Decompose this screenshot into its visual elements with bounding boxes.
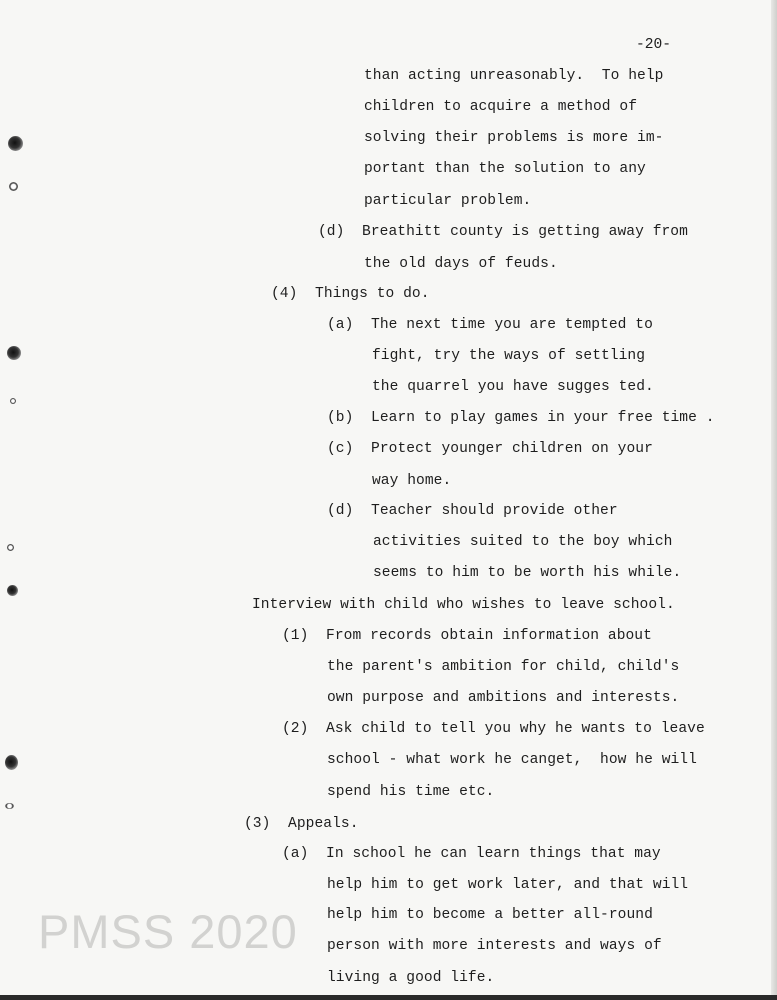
text-line: seems to him to be worth his while.: [373, 565, 682, 581]
watermark: PMSS 2020: [38, 905, 298, 958]
list-item-a: (a) In school he can learn things that may: [282, 846, 661, 862]
punch-hole: [5, 755, 18, 770]
list-item-1: (1) From records obtain information about: [282, 628, 652, 644]
text-line: spend his time etc.: [327, 784, 495, 800]
text-line: school - what work he canget, how he will: [327, 752, 697, 768]
list-item-b: (b) Learn to play games in your free time .: [327, 410, 715, 426]
text-line: living a good life.: [327, 970, 495, 986]
list-item-c: (c) Protect younger children on your: [327, 441, 653, 457]
section-heading: Interview with child who wishes to leave school.: [252, 597, 675, 613]
text-line: help him to become a better all-round: [327, 907, 653, 923]
text-line: person with more interests and ways of: [327, 938, 662, 954]
punch-hole: [5, 803, 14, 809]
page-edge: [771, 0, 777, 1000]
list-item-2: (2) Ask child to tell you why he wants to leave: [282, 721, 705, 737]
text-line: children to acquire a method of: [364, 99, 638, 115]
text-line: fight, try the ways of settling: [372, 348, 646, 364]
punch-hole: [7, 346, 21, 360]
text-line: help him to get work later, and that will: [327, 877, 689, 893]
punch-hole: [8, 136, 23, 151]
page-bottom-edge: [0, 995, 777, 1000]
list-item-a: (a) The next time you are tempted to: [327, 317, 653, 333]
text-line: the quarrel you have sugges ted.: [372, 379, 654, 395]
text-line: way home.: [372, 473, 452, 489]
list-item-d: (d) Teacher should provide other: [327, 503, 618, 519]
text-line: own purpose and ambitions and interests.: [327, 690, 680, 706]
punch-hole: [7, 585, 18, 596]
list-item-3: (3) Appeals.: [244, 816, 359, 832]
list-item-d: (d) Breathitt county is getting away from: [318, 224, 688, 240]
page-number: -20-: [636, 37, 672, 53]
punch-hole: [9, 182, 18, 191]
text-line: particular problem.: [364, 193, 532, 209]
punch-hole: [7, 544, 14, 551]
text-line: than acting unreasonably. To help: [364, 68, 664, 84]
punch-hole: [10, 398, 16, 404]
text-line: activities suited to the boy which: [373, 534, 673, 550]
text-line: the old days of feuds.: [364, 256, 558, 272]
text-line: portant than the solution to any: [364, 161, 646, 177]
list-item-4: (4) Things to do.: [271, 286, 430, 302]
text-line: solving their problems is more im-: [364, 130, 664, 146]
text-line: the parent's ambition for child, child's: [327, 659, 680, 675]
